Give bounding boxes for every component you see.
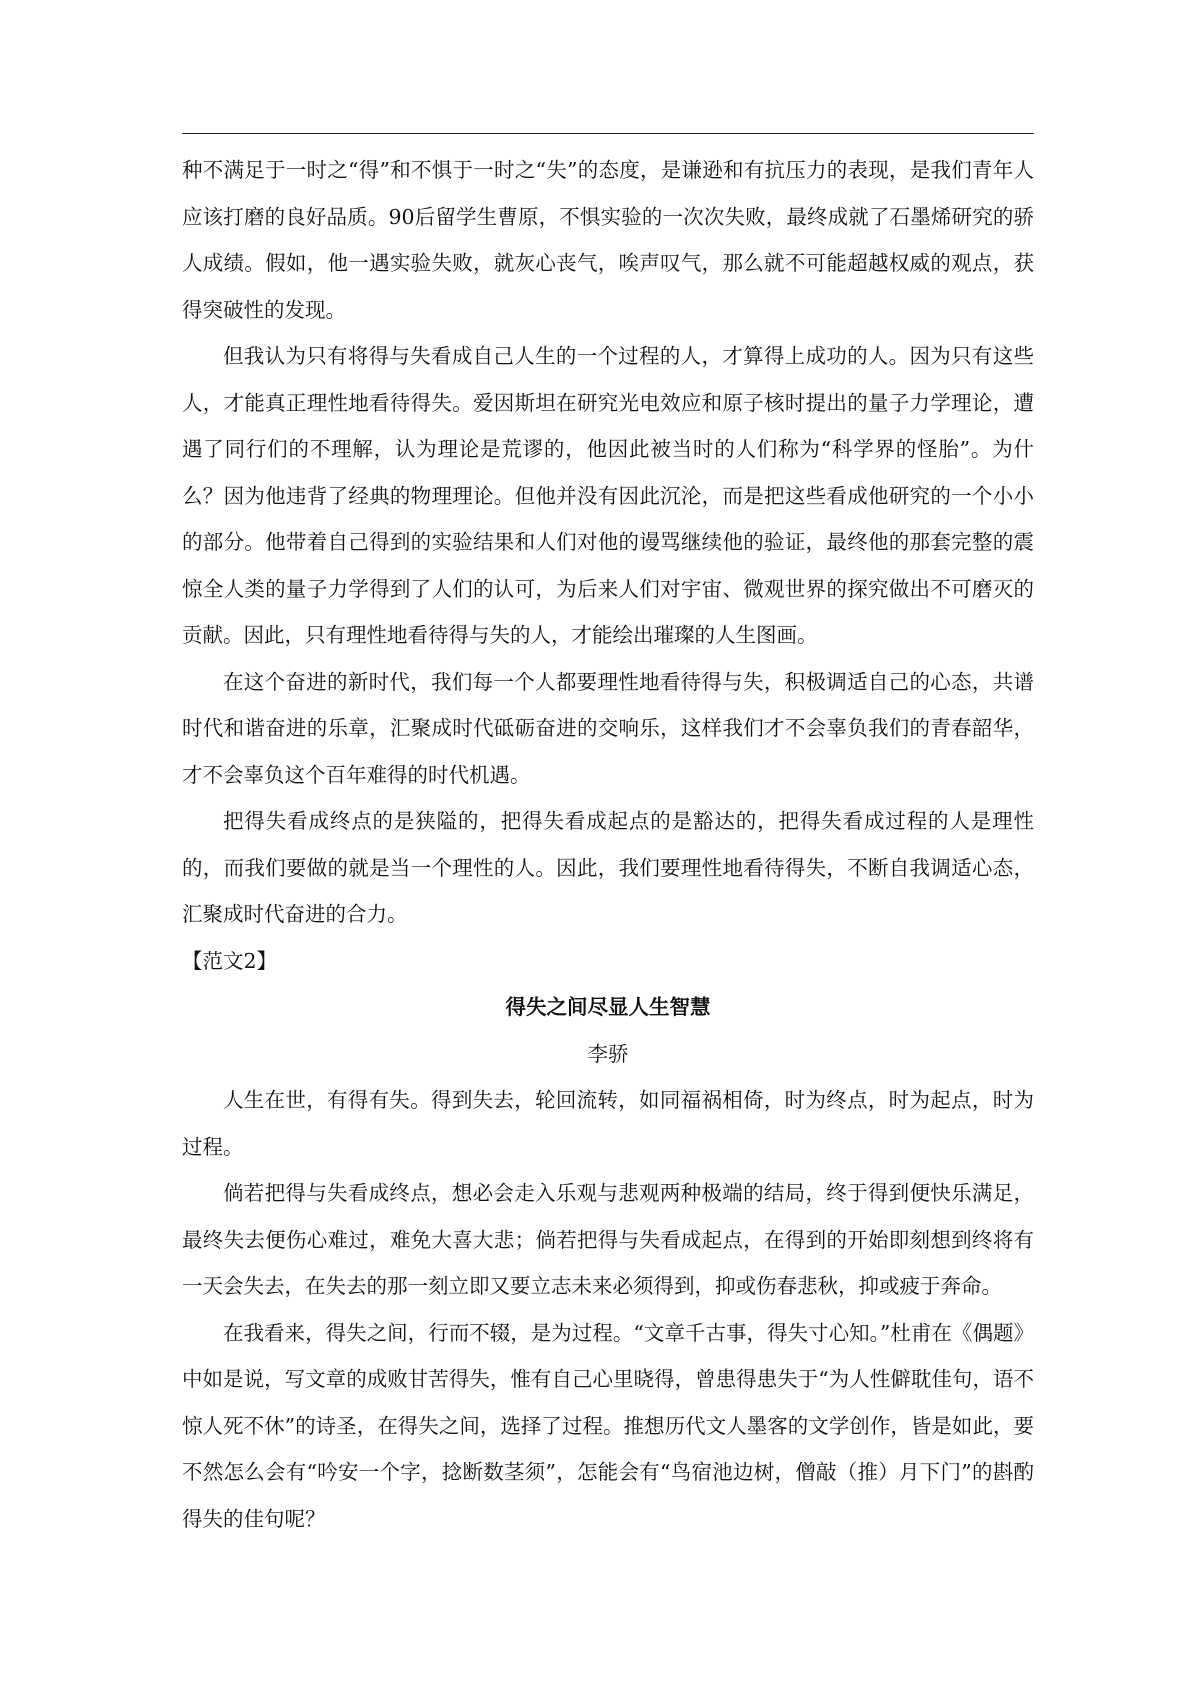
paragraph: 把得失看成终点的是狭隘的，把得失看成起点的是豁达的，把得失看成过程的人是理性的，而我们要做的就是当一个理性的人。因此，我们要理性地看待得失，不断自我调适心态，汇聚成时代奋进的合力。	[182, 809, 1034, 926]
sample-essay-label: 【范文2】	[182, 948, 278, 973]
paragraph-continued: 种不满足于一时之“得”和不惧于一时之“失”的态度，是谦逊和有抗压力的表现，是我们青年人应该打磨的良好品质。90后留学生曹原，不惧实验的一次次失败，最终成就了石墨烯研究的骄人成绩。假如，他一遇实验失败，就灰心丧气，唉声叹气，那么就不可能超越权威的观点，获得突破性的发现。	[182, 158, 1034, 322]
paragraph: 倘若把得与失看成终点，想必会走入乐观与悲观两种极端的结局，终于得到便快乐满足，最终失去便伤心难过，难免大喜大悲；倘若把得与失看成起点，在得到的开始即刻想到终将有一天会失去，在失去的那一刻立即又要立志未来必须得到，抑或伤春悲秋，抑或疲于奔命。	[182, 1181, 1034, 1298]
essay-title: 得失之间尽显人生智慧	[505, 995, 711, 1019]
paragraph: 人生在世，有得有失。得到失去，轮回流转，如同福祸相倚，时为终点，时为起点，时为过程。	[182, 1088, 1034, 1159]
header-rule	[182, 133, 1034, 134]
document-body	[182, 147, 1034, 1542]
paragraph: 在我看来，得失之间，行而不辍，是为过程。“文章千古事，得失寸心知。”杜甫在《偶题》中如是说，写文章的成败甘苦得失，惟有自己心里晓得，曾患得患失于“为人性僻耽佳句，语不惊人死不休”的诗圣，在得失之间，选择了过程。推想历代文人墨客的文学创作，皆是如此，要不然怎么会有“吟安一个字，捻断数茎须”，怎能会有“鸟宿池边树，僧敲（推）月下门”的斟酌得失的佳句呢？	[182, 1320, 1034, 1531]
paragraph: 但我认为只有将得与失看成自己人生的一个过程的人，才算得上成功的人。因为只有这些人，才能真正理性地看待得失。爱因斯坦在研究光电效应和原子核时提出的量子力学理论，遭遇了同行们的不理解，认为理论是荒谬的，他因此被当时的人们称为“科学界的怪胎”。为什么？因为他违背了经典的物理理论。但他并没有因此沉沦，而是把这些看成他研究的一个小小的部分。他带着自己得到的实验结果和人们对他的谩骂继续他的验证，最终他的那套完整的震惊全人类的量子力学得到了人们的认可，为后来人们对宇宙、微观世界的探究做出不可磨灭的贡献。因此，只有理性地看待得与失的人，才能绘出璀璨的人生图画。	[182, 344, 1034, 647]
essay-author: 李骄	[587, 1041, 629, 1066]
paragraph: 在这个奋进的新时代，我们每一个人都要理性地看待得与失，积极调适自己的心态，共谱时代和谐奋进的乐章，汇聚成时代砥砺奋进的交响乐，这样我们才不会辜负我们的青春韶华，才不会辜负这个百年难得的时代机遇。	[182, 669, 1034, 787]
